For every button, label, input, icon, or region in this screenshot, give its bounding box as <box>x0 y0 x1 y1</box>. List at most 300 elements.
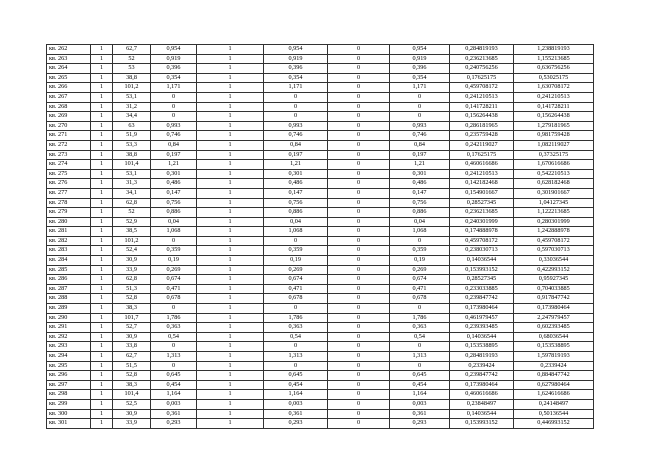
count-cell: 1 <box>91 198 113 208</box>
zero-cell: 0 <box>328 54 390 64</box>
total-cell: 0,422993152 <box>514 265 594 275</box>
count-cell: 1 <box>91 284 113 294</box>
value-c-cell: 1,164 <box>390 390 450 400</box>
count-cell: 1 <box>91 188 113 198</box>
count-cell: 1 <box>91 275 113 285</box>
apartment-cell: кв. 290 <box>47 313 91 323</box>
coef-cell: 1 <box>197 83 264 93</box>
value-a-cell: 0,886 <box>151 208 197 218</box>
coef-cell: 1 <box>197 54 264 64</box>
table-row <box>47 217 594 227</box>
apartment-cell: кв. 300 <box>47 409 91 419</box>
value-a-cell: 0,756 <box>151 198 197 208</box>
total-cell: 0,68036544 <box>514 332 594 342</box>
value-a-cell: 0,746 <box>151 131 197 141</box>
total-cell: 0,301901667 <box>514 188 594 198</box>
share-cell: 0,242119027 <box>450 140 514 150</box>
value-b-cell: 0,919 <box>264 54 328 64</box>
zero-cell: 0 <box>328 294 390 304</box>
value-a-cell: 0,361 <box>151 409 197 419</box>
total-cell: 0,542210513 <box>514 169 594 179</box>
value-c-cell: 1,171 <box>390 83 450 93</box>
value-b-cell: 0,301 <box>264 169 328 179</box>
area-cell: 33,9 <box>113 419 151 429</box>
apartment-cell: кв. 295 <box>47 361 91 371</box>
coef-cell: 1 <box>197 352 264 362</box>
coef-cell: 1 <box>197 45 264 55</box>
table-row <box>47 236 594 246</box>
coef-cell: 1 <box>197 256 264 266</box>
total-cell: 0,95927345 <box>514 275 594 285</box>
coef-cell: 1 <box>197 198 264 208</box>
value-b-cell: 0 <box>264 92 328 102</box>
count-cell: 1 <box>91 352 113 362</box>
area-cell: 52 <box>113 208 151 218</box>
apartment-cell: кв. 265 <box>47 73 91 83</box>
table-row <box>47 160 594 170</box>
table-row <box>47 371 594 381</box>
share-cell: 0,14036544 <box>450 256 514 266</box>
value-c-cell: 0,293 <box>390 419 450 429</box>
zero-cell: 0 <box>328 342 390 352</box>
zero-cell: 0 <box>328 236 390 246</box>
area-cell: 52,5 <box>113 399 151 409</box>
zero-cell: 0 <box>328 399 390 409</box>
area-cell: 34,4 <box>113 112 151 122</box>
value-a-cell: 0,293 <box>151 419 197 429</box>
coef-cell: 1 <box>197 419 264 429</box>
value-b-cell: 0 <box>264 102 328 112</box>
share-cell: 0,460616686 <box>450 160 514 170</box>
count-cell: 1 <box>91 179 113 189</box>
share-cell: 0,14036544 <box>450 409 514 419</box>
count-cell: 1 <box>91 150 113 160</box>
total-cell: 1,238819193 <box>514 45 594 55</box>
value-c-cell: 0,678 <box>390 294 450 304</box>
zero-cell: 0 <box>328 323 390 333</box>
coef-cell: 1 <box>197 227 264 237</box>
total-cell: 0,884847742 <box>514 371 594 381</box>
value-b-cell: 1,068 <box>264 227 328 237</box>
value-b-cell: 0,471 <box>264 284 328 294</box>
value-c-cell: 0,003 <box>390 399 450 409</box>
count-cell: 1 <box>91 121 113 131</box>
zero-cell: 0 <box>328 198 390 208</box>
apartment-cell: кв. 294 <box>47 352 91 362</box>
table-row <box>47 390 594 400</box>
value-c-cell: 0,886 <box>390 208 450 218</box>
count-cell: 1 <box>91 64 113 74</box>
share-cell: 0,284819193 <box>450 45 514 55</box>
share-cell: 0,14036544 <box>450 332 514 342</box>
table-row <box>47 140 594 150</box>
coef-cell: 1 <box>197 265 264 275</box>
area-cell: 101,2 <box>113 83 151 93</box>
share-cell: 0,233033885 <box>450 284 514 294</box>
zero-cell: 0 <box>328 83 390 93</box>
coef-cell: 1 <box>197 73 264 83</box>
table-row <box>47 275 594 285</box>
value-c-cell: 0 <box>390 102 450 112</box>
count-cell: 1 <box>91 380 113 390</box>
apartment-cell: кв. 262 <box>47 45 91 55</box>
table-row <box>47 323 594 333</box>
coef-cell: 1 <box>197 284 264 294</box>
value-a-cell: 0,363 <box>151 323 197 333</box>
coef-cell: 1 <box>197 217 264 227</box>
share-cell: 0,286181965 <box>450 121 514 131</box>
zero-cell: 0 <box>328 112 390 122</box>
value-c-cell: 0,954 <box>390 45 450 55</box>
total-cell: 0,636756256 <box>514 64 594 74</box>
value-b-cell: 0 <box>264 342 328 352</box>
apartment-cell: кв. 277 <box>47 188 91 198</box>
table-row <box>47 304 594 314</box>
value-b-cell: 0 <box>264 304 328 314</box>
area-cell: 101,2 <box>113 236 151 246</box>
area-cell: 53,1 <box>113 92 151 102</box>
share-cell: 0,239847742 <box>450 371 514 381</box>
area-cell: 62,7 <box>113 45 151 55</box>
area-cell: 62,8 <box>113 198 151 208</box>
zero-cell: 0 <box>328 409 390 419</box>
value-b-cell: 0,19 <box>264 256 328 266</box>
value-a-cell: 0,269 <box>151 265 197 275</box>
value-c-cell: 0,04 <box>390 217 450 227</box>
value-c-cell: 0,84 <box>390 140 450 150</box>
total-cell: 0,53025175 <box>514 73 594 83</box>
table-row <box>47 265 594 275</box>
total-cell: 0,2339424 <box>514 361 594 371</box>
area-cell: 101,4 <box>113 390 151 400</box>
value-b-cell: 0,954 <box>264 45 328 55</box>
value-c-cell: 0,756 <box>390 198 450 208</box>
table-row <box>47 227 594 237</box>
value-b-cell: 0,993 <box>264 121 328 131</box>
area-cell: 34,1 <box>113 188 151 198</box>
table-row <box>47 313 594 323</box>
table-row <box>47 352 594 362</box>
value-a-cell: 0,645 <box>151 371 197 381</box>
value-c-cell: 0,19 <box>390 256 450 266</box>
apartment-cell: кв. 266 <box>47 83 91 93</box>
value-a-cell: 0,396 <box>151 64 197 74</box>
share-cell: 0,459708172 <box>450 236 514 246</box>
value-a-cell: 0,354 <box>151 73 197 83</box>
apartment-cell: кв. 282 <box>47 236 91 246</box>
total-cell: 0,602393485 <box>514 323 594 333</box>
share-cell: 0,153993152 <box>450 419 514 429</box>
value-a-cell: 0,19 <box>151 256 197 266</box>
total-cell: 1,082119027 <box>514 140 594 150</box>
value-b-cell: 1,786 <box>264 313 328 323</box>
table-row <box>47 54 594 64</box>
table-row <box>47 399 594 409</box>
value-b-cell: 0,886 <box>264 208 328 218</box>
value-c-cell: 0 <box>390 361 450 371</box>
apartment-cell: кв. 299 <box>47 399 91 409</box>
area-cell: 52,8 <box>113 371 151 381</box>
value-b-cell: 0,486 <box>264 179 328 189</box>
zero-cell: 0 <box>328 256 390 266</box>
coef-cell: 1 <box>197 236 264 246</box>
area-cell: 51,5 <box>113 361 151 371</box>
value-b-cell: 0,269 <box>264 265 328 275</box>
apartment-cell: кв. 287 <box>47 284 91 294</box>
table-row <box>47 64 594 74</box>
value-b-cell: 0,04 <box>264 217 328 227</box>
count-cell: 1 <box>91 54 113 64</box>
coef-cell: 1 <box>197 399 264 409</box>
zero-cell: 0 <box>328 390 390 400</box>
value-b-cell: 0,674 <box>264 275 328 285</box>
area-cell: 30,9 <box>113 256 151 266</box>
area-cell: 101,7 <box>113 313 151 323</box>
table-row <box>47 198 594 208</box>
value-b-cell: 0,454 <box>264 380 328 390</box>
area-cell: 30,9 <box>113 409 151 419</box>
total-cell: 0,917847742 <box>514 294 594 304</box>
total-cell: 0,597030713 <box>514 246 594 256</box>
zero-cell: 0 <box>328 188 390 198</box>
total-cell: 0,446993152 <box>514 419 594 429</box>
value-b-cell: 0,003 <box>264 399 328 409</box>
value-c-cell: 0,363 <box>390 323 450 333</box>
zero-cell: 0 <box>328 227 390 237</box>
value-a-cell: 1,21 <box>151 160 197 170</box>
apartment-cell: кв. 292 <box>47 332 91 342</box>
value-a-cell: 0 <box>151 361 197 371</box>
count-cell: 1 <box>91 92 113 102</box>
share-cell: 0,28527345 <box>450 198 514 208</box>
value-c-cell: 0,54 <box>390 332 450 342</box>
value-b-cell: 1,171 <box>264 83 328 93</box>
zero-cell: 0 <box>328 361 390 371</box>
value-b-cell: 1,164 <box>264 390 328 400</box>
table-row <box>47 342 594 352</box>
share-cell: 0,241210513 <box>450 92 514 102</box>
total-cell: 0,173980464 <box>514 304 594 314</box>
apartment-cell: кв. 270 <box>47 121 91 131</box>
value-a-cell: 0,678 <box>151 294 197 304</box>
zero-cell: 0 <box>328 246 390 256</box>
value-a-cell: 1,171 <box>151 83 197 93</box>
area-cell: 53,3 <box>113 140 151 150</box>
table-row <box>47 121 594 131</box>
value-c-cell: 0,361 <box>390 409 450 419</box>
apartment-cell: кв. 298 <box>47 390 91 400</box>
area-cell: 31,2 <box>113 102 151 112</box>
value-a-cell: 0 <box>151 342 197 352</box>
area-cell: 101,4 <box>113 160 151 170</box>
apartment-cell: кв. 276 <box>47 179 91 189</box>
total-cell: 1,624616686 <box>514 390 594 400</box>
area-cell: 52,4 <box>113 246 151 256</box>
zero-cell: 0 <box>328 304 390 314</box>
area-cell: 33,9 <box>113 265 151 275</box>
coef-cell: 1 <box>197 275 264 285</box>
table-row <box>47 102 594 112</box>
share-cell: 0,2339424 <box>450 361 514 371</box>
total-cell: 0,24148497 <box>514 399 594 409</box>
total-cell: 0,33036544 <box>514 256 594 266</box>
count-cell: 1 <box>91 342 113 352</box>
value-a-cell: 0,486 <box>151 179 197 189</box>
zero-cell: 0 <box>328 169 390 179</box>
share-cell: 0,236213685 <box>450 54 514 64</box>
table-row <box>47 112 594 122</box>
total-cell: 1,630708172 <box>514 83 594 93</box>
value-a-cell: 1,164 <box>151 390 197 400</box>
value-c-cell: 0,197 <box>390 150 450 160</box>
zero-cell: 0 <box>328 102 390 112</box>
total-cell: 1,155213685 <box>514 54 594 64</box>
zero-cell: 0 <box>328 332 390 342</box>
area-cell: 38,3 <box>113 380 151 390</box>
area-cell: 53 <box>113 64 151 74</box>
zero-cell: 0 <box>328 131 390 141</box>
area-cell: 38,8 <box>113 73 151 83</box>
total-cell: 0,241210513 <box>514 92 594 102</box>
total-cell: 0,37325175 <box>514 150 594 160</box>
share-cell: 0,156264438 <box>450 112 514 122</box>
count-cell: 1 <box>91 294 113 304</box>
share-cell: 0,153538895 <box>450 342 514 352</box>
apartment-cell: кв. 284 <box>47 256 91 266</box>
coef-cell: 1 <box>197 112 264 122</box>
value-a-cell: 0,197 <box>151 150 197 160</box>
total-cell: 0,981759428 <box>514 131 594 141</box>
total-cell: 0,704033885 <box>514 284 594 294</box>
share-cell: 0,17625175 <box>450 73 514 83</box>
apartment-cell: кв. 280 <box>47 217 91 227</box>
table-row <box>47 150 594 160</box>
apartment-cell: кв. 268 <box>47 102 91 112</box>
value-a-cell: 0,003 <box>151 399 197 409</box>
value-c-cell: 1,068 <box>390 227 450 237</box>
value-b-cell: 0,147 <box>264 188 328 198</box>
value-c-cell: 0,993 <box>390 121 450 131</box>
total-cell: 1,122213685 <box>514 208 594 218</box>
zero-cell: 0 <box>328 352 390 362</box>
share-cell: 0,239847742 <box>450 294 514 304</box>
coef-cell: 1 <box>197 342 264 352</box>
total-cell: 1,04127345 <box>514 198 594 208</box>
value-a-cell: 0,84 <box>151 140 197 150</box>
value-a-cell: 0,54 <box>151 332 197 342</box>
value-c-cell: 0 <box>390 92 450 102</box>
share-cell: 0,153993152 <box>450 265 514 275</box>
value-c-cell: 0 <box>390 304 450 314</box>
value-c-cell: 1,786 <box>390 313 450 323</box>
value-b-cell: 0,746 <box>264 131 328 141</box>
total-cell: 2,247979457 <box>514 313 594 323</box>
value-b-cell: 0,678 <box>264 294 328 304</box>
area-cell: 31,3 <box>113 179 151 189</box>
count-cell: 1 <box>91 399 113 409</box>
table-row <box>47 294 594 304</box>
count-cell: 1 <box>91 246 113 256</box>
coef-cell: 1 <box>197 246 264 256</box>
share-cell: 0,460616686 <box>450 390 514 400</box>
value-a-cell: 0 <box>151 236 197 246</box>
coef-cell: 1 <box>197 188 264 198</box>
total-cell: 1,670616686 <box>514 160 594 170</box>
value-a-cell: 0,471 <box>151 284 197 294</box>
value-c-cell: 0 <box>390 342 450 352</box>
table-row <box>47 332 594 342</box>
value-a-cell: 0,359 <box>151 246 197 256</box>
count-cell: 1 <box>91 169 113 179</box>
coef-cell: 1 <box>197 361 264 371</box>
count-cell: 1 <box>91 371 113 381</box>
total-cell: 0,627980464 <box>514 380 594 390</box>
value-c-cell: 1,21 <box>390 160 450 170</box>
zero-cell: 0 <box>328 380 390 390</box>
value-a-cell: 0 <box>151 92 197 102</box>
table-row <box>47 380 594 390</box>
zero-cell: 0 <box>328 121 390 131</box>
zero-cell: 0 <box>328 73 390 83</box>
apartment-cell: кв. 297 <box>47 380 91 390</box>
value-b-cell: 0,54 <box>264 332 328 342</box>
apartment-data-table <box>46 44 594 429</box>
apartment-cell: кв. 275 <box>47 169 91 179</box>
area-cell: 38,3 <box>113 304 151 314</box>
zero-cell: 0 <box>328 284 390 294</box>
value-a-cell: 0,674 <box>151 275 197 285</box>
value-a-cell: 0 <box>151 304 197 314</box>
total-cell: 0,280301999 <box>514 217 594 227</box>
table-row <box>47 246 594 256</box>
value-a-cell: 1,786 <box>151 313 197 323</box>
area-cell: 38,5 <box>113 227 151 237</box>
coef-cell: 1 <box>197 208 264 218</box>
share-cell: 0,236213685 <box>450 208 514 218</box>
value-b-cell: 0 <box>264 112 328 122</box>
apartment-cell: кв. 289 <box>47 304 91 314</box>
share-cell: 0,28527345 <box>450 275 514 285</box>
table-row <box>47 409 594 419</box>
total-cell: 1,242888978 <box>514 227 594 237</box>
share-cell: 0,154901667 <box>450 188 514 198</box>
value-c-cell: 0,354 <box>390 73 450 83</box>
area-cell: 62,7 <box>113 352 151 362</box>
count-cell: 1 <box>91 304 113 314</box>
apartment-cell: кв. 274 <box>47 160 91 170</box>
area-cell: 51,3 <box>113 284 151 294</box>
apartment-cell: кв. 291 <box>47 323 91 333</box>
zero-cell: 0 <box>328 313 390 323</box>
coef-cell: 1 <box>197 140 264 150</box>
count-cell: 1 <box>91 409 113 419</box>
table-body <box>47 45 594 429</box>
value-c-cell: 0,674 <box>390 275 450 285</box>
value-b-cell: 1,21 <box>264 160 328 170</box>
value-c-cell: 0,301 <box>390 169 450 179</box>
count-cell: 1 <box>91 73 113 83</box>
total-cell: 1,597819193 <box>514 352 594 362</box>
table-row <box>47 83 594 93</box>
value-b-cell: 0 <box>264 236 328 246</box>
count-cell: 1 <box>91 256 113 266</box>
zero-cell: 0 <box>328 179 390 189</box>
area-cell: 62,8 <box>113 275 151 285</box>
area-cell: 52,7 <box>113 323 151 333</box>
total-cell: 0,50136544 <box>514 409 594 419</box>
share-cell: 0,173980464 <box>450 304 514 314</box>
value-c-cell: 0,396 <box>390 64 450 74</box>
